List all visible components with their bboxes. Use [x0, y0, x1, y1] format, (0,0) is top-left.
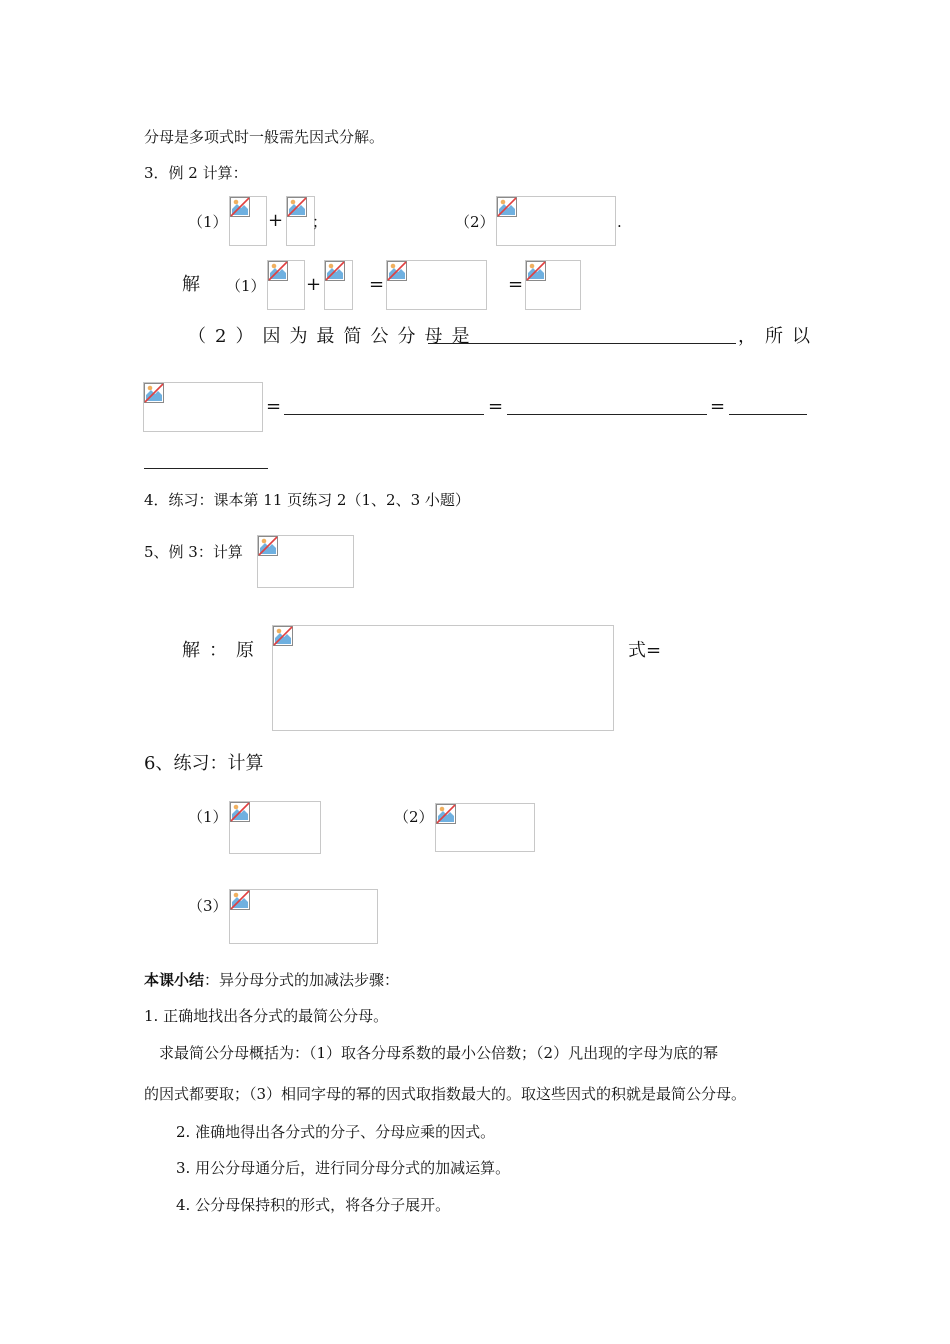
summary-lcd-rule-line-2: 的因式都要取；（3）相同字母的幂的因式取指数最大的。取这些因式的积就是最简公分母。: [144, 1085, 747, 1103]
formula-image: [435, 803, 535, 852]
formula-image: [229, 889, 378, 944]
broken-image-icon: [325, 261, 345, 281]
summary-lcd-rule-line-1: 求最简公分母概括为：（1）取各分母系数的最小公倍数；（2）凡出现的字母为底的幂: [159, 1044, 719, 1062]
semicolon: ；: [312, 213, 328, 231]
blank-line: [428, 343, 736, 344]
equals-sign: =: [266, 396, 282, 417]
solution-equals-label: 式=: [628, 640, 662, 661]
broken-image-icon: [287, 197, 307, 217]
example-3-heading: 5、例 3：计算: [144, 543, 243, 561]
broken-image-icon: [387, 261, 407, 281]
equals-sign: =: [710, 396, 726, 417]
formula-image: [257, 535, 354, 588]
broken-image-icon: [230, 890, 250, 910]
summary-heading-bold: 本课小结: [144, 971, 205, 989]
summary-step-3: 3. 用公分母通分后，进行同分母分式的加减运算。: [176, 1159, 511, 1177]
equals-sign: =: [508, 274, 524, 295]
label-part-2: （2）: [394, 808, 434, 826]
formula-image: [267, 260, 305, 310]
broken-image-icon: [526, 261, 546, 281]
formula-image: [143, 382, 263, 432]
summary-heading-rest: ：异分母分式的加减法步骤：: [204, 971, 400, 989]
broken-image-icon: [230, 197, 250, 217]
text-line-denominator-note: 分母是多项式时一般需先因式分解。: [144, 128, 385, 146]
formula-image: [324, 260, 353, 310]
broken-image-icon: [258, 536, 278, 556]
solution-original-label: 解：原: [182, 640, 263, 661]
broken-image-icon: [273, 626, 293, 646]
label-part-3: （3）: [188, 897, 228, 915]
label-part-2: （2）: [455, 213, 495, 231]
plus-sign: +: [268, 210, 284, 231]
broken-image-icon: [436, 804, 456, 824]
blank-line: [507, 414, 707, 415]
blank-line: [729, 414, 807, 415]
solution-part-2-suffix: ，所以: [738, 326, 819, 347]
period: .: [617, 213, 622, 231]
formula-image: [525, 260, 581, 310]
broken-image-icon: [268, 261, 288, 281]
equals-sign: =: [369, 274, 385, 295]
formula-image: [386, 260, 487, 310]
exercise-6-heading: 6、练习：计算: [144, 753, 264, 774]
summary-step-1: 1. 正确地找出各分式的最简公分母。: [144, 1007, 389, 1025]
summary-step-4: 4. 公分母保持积的形式，将各分子展开。: [176, 1196, 451, 1214]
formula-image: [496, 196, 616, 246]
formula-image: [272, 625, 614, 731]
broken-image-icon: [144, 383, 164, 403]
solution-part-2-text: （2）因为最简公分母是: [188, 326, 479, 347]
equals-sign: =: [488, 396, 504, 417]
example-2-heading: 3．例 2 计算：: [144, 164, 248, 182]
label-part-1: （1）: [226, 277, 266, 295]
formula-image: [229, 196, 267, 246]
exercise-4-text: 4．练习：课本第 11 页练习 2（1、2、3 小题）: [144, 491, 470, 509]
summary-step-2: 2. 准确地得出各分式的分子、分母应乘的因式。: [176, 1123, 496, 1141]
label-part-1: （1）: [188, 213, 228, 231]
broken-image-icon: [497, 197, 517, 217]
plus-sign: +: [306, 274, 322, 295]
blank-line: [144, 468, 268, 469]
formula-image: [286, 196, 315, 246]
summary-heading: [144, 970, 399, 990]
formula-image: [229, 801, 321, 854]
label-part-1: （1）: [188, 808, 228, 826]
solution-label: 解: [182, 274, 200, 295]
broken-image-icon: [230, 802, 250, 822]
blank-line: [284, 414, 484, 415]
